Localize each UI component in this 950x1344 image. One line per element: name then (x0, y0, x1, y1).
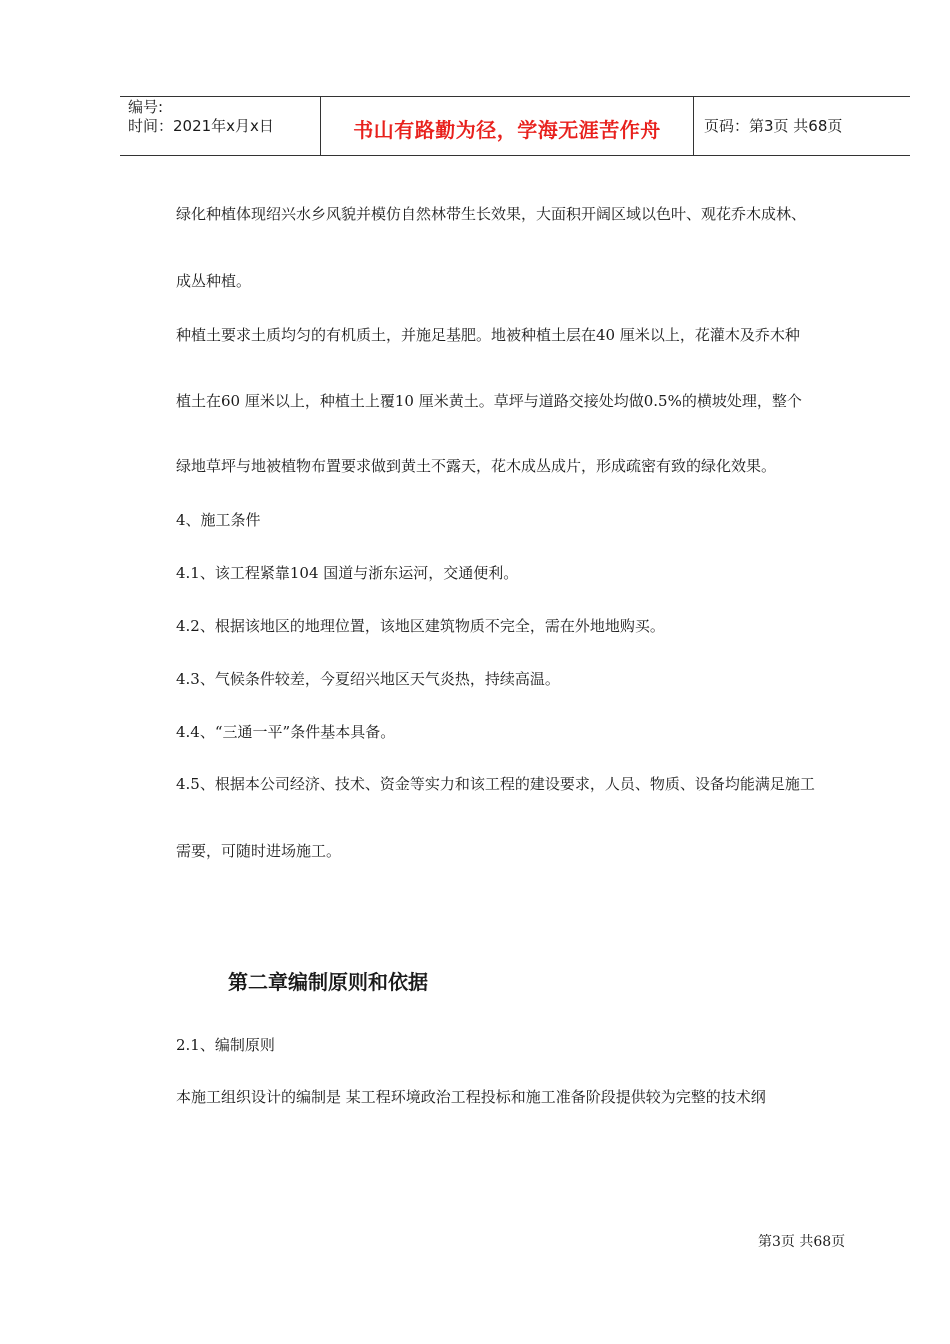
body-line: 本施工组织设计的编制是 某工程环境政治工程投标和施工准备阶段提供较为完整的技术纲 (176, 1088, 766, 1106)
body-line: 4.2、根据该地区的地理位置，该地区建筑物质不完全，需在外地地购买。 (176, 617, 665, 635)
body-line: 绿化种植体现绍兴水乡风貌并模仿自然林带生长效果，大面积开阔区域以色叶、观花乔木成林、 (176, 205, 807, 223)
header-motto-cell (321, 97, 694, 155)
body-line: 4.5、根据本公司经济、技术、资金等实力和该工程的建设要求，人员、物质、设备均能满足施工 (176, 775, 815, 793)
body-line: 4.1、该工程紧靠104 国道与浙东运河，交通便利。 (176, 564, 519, 582)
header-page-cell (694, 97, 910, 155)
header-meta-cell (120, 97, 321, 155)
page-header (120, 96, 910, 156)
body-line: 植土在60 厘米以上，种植土上覆10 厘米黄土。草坪与道路交接处均做0.5%的横坡处理，整个 (176, 392, 802, 410)
body-line: 成丛种植。 (176, 272, 252, 290)
body-line: 需要，可随时进场施工。 (176, 842, 342, 860)
body-line: 4.3、气候条件较差，今夏绍兴地区天气炎热，持续高温。 (176, 670, 560, 688)
header-time-label: 时间：2021年x月x日 (128, 117, 274, 135)
section-heading: 4、施工条件 (176, 511, 261, 529)
chapter-title: 第二章编制原则和依据 (228, 970, 428, 994)
header-page-number: 页码：第3页 共68页 (704, 117, 843, 135)
header-number-label: 编号: (128, 98, 164, 116)
header-motto: 书山有路勤为径，学海无涯苦作舟 (353, 118, 661, 142)
body-line: 4.4、“三通一平”条件基本具备。 (176, 723, 396, 741)
body-line: 种植土要求土质均匀的有机质土，并施足基肥。地被种植土层在40 厘米以上，花灌木及乔木种 (176, 326, 800, 344)
body-line: 绿地草坪与地被植物布置要求做到黄土不露天，花木成丛成片，形成疏密有致的绿化效果。 (176, 457, 777, 475)
section-heading: 2.1、编制原则 (176, 1036, 275, 1054)
footer-page-number: 第3页 共68页 (758, 1234, 846, 1250)
